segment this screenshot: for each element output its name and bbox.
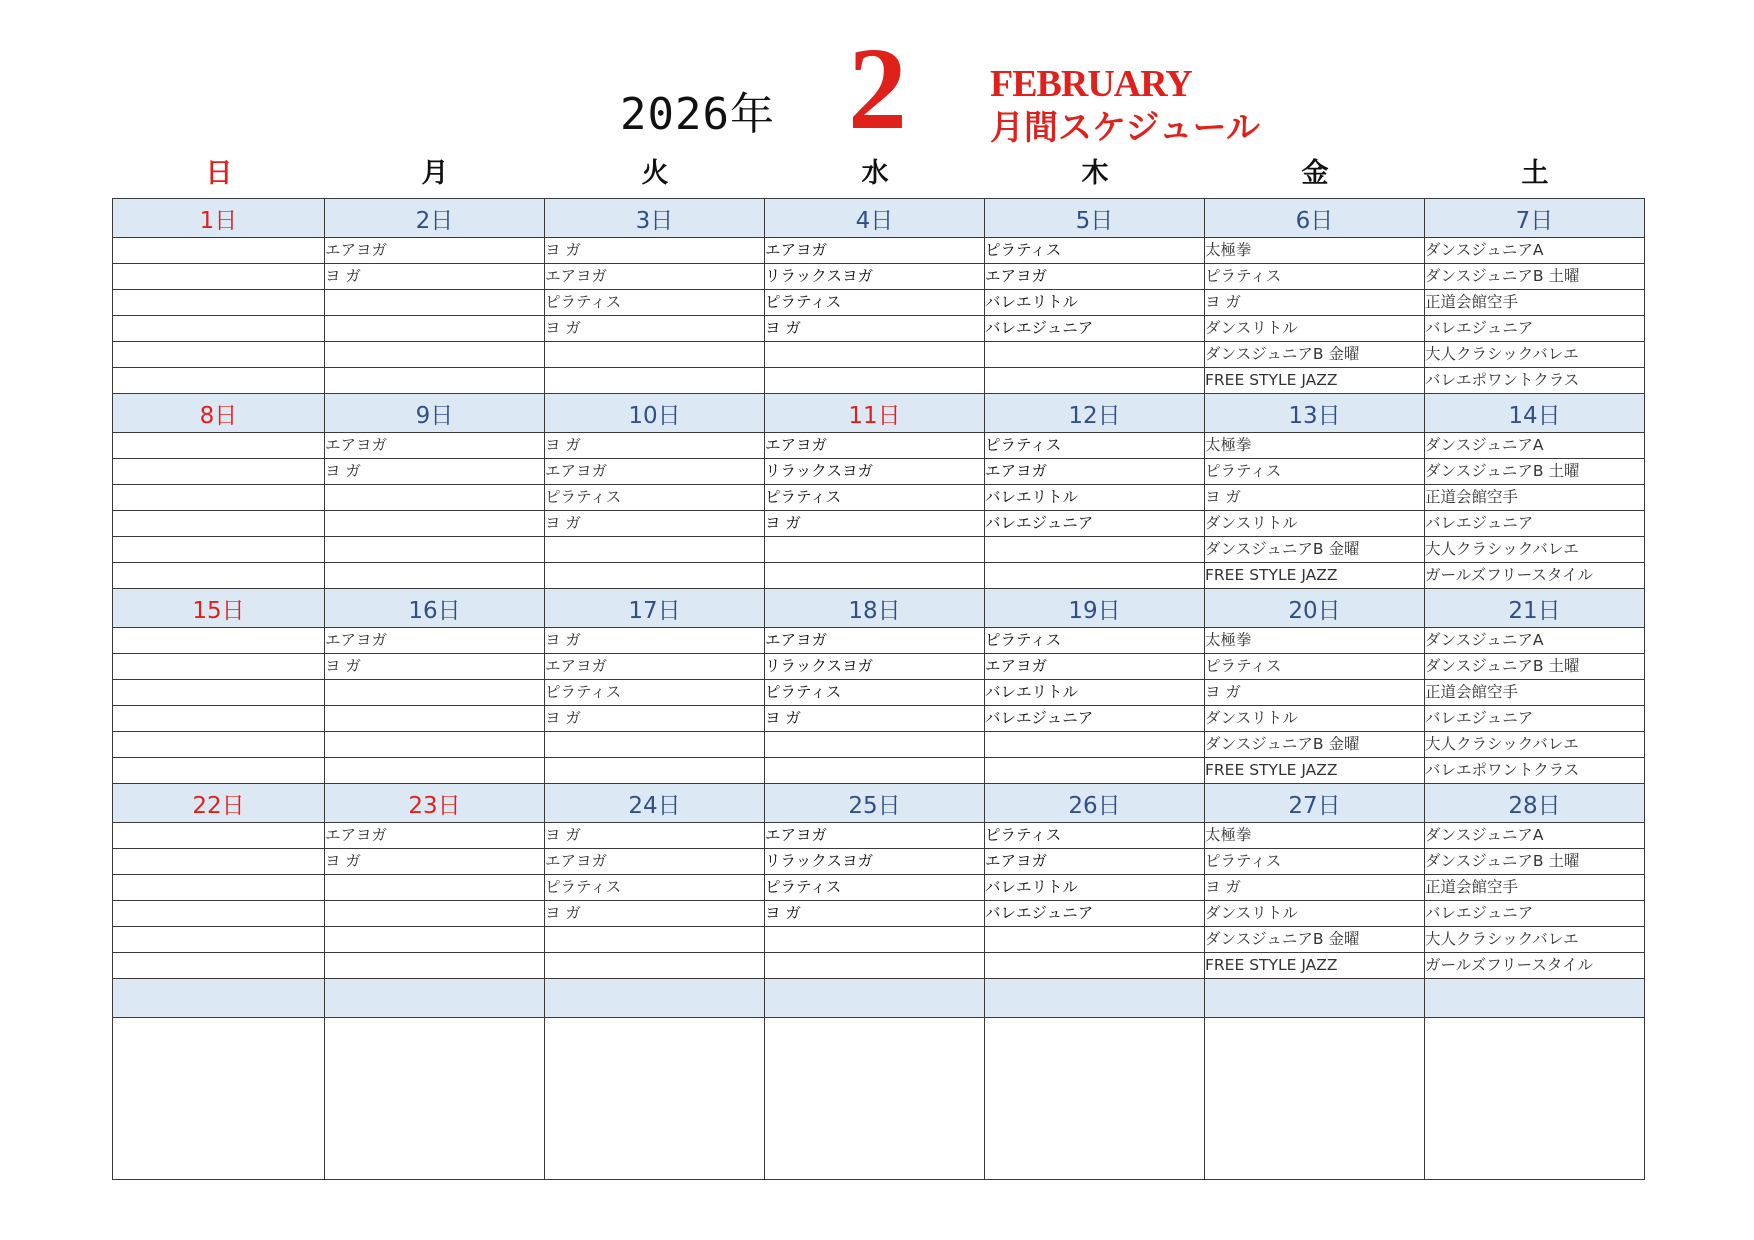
event-cell: ダンスジュニアB 金曜 [1205, 927, 1425, 953]
event-cell [545, 537, 765, 563]
date-cell: 28日 [1425, 784, 1645, 823]
event-cell: ピラティス [765, 875, 985, 901]
event-row [113, 511, 1645, 537]
week-date-row [113, 199, 1645, 238]
event-cell [985, 537, 1205, 563]
event-cell: エアヨガ [985, 849, 1205, 875]
event-cell: ダンスジュニアA [1425, 433, 1645, 459]
date-cell: 14日 [1425, 394, 1645, 433]
event-cell: ヨ ガ [545, 433, 765, 459]
event-row [113, 849, 1645, 875]
event-cell: ヨ ガ [545, 511, 765, 537]
event-cell: ダンスジュニアB 金曜 [1205, 537, 1425, 563]
event-cell [765, 368, 985, 394]
event-cell [113, 459, 325, 485]
event-cell: ガールズフリースタイル [1425, 953, 1645, 979]
weekday-friday: 金 [1301, 158, 1329, 189]
event-cell [113, 537, 325, 563]
event-cell: ピラティス [985, 628, 1205, 654]
date-cell: 11日 [765, 394, 985, 433]
event-cell: エアヨガ [325, 433, 545, 459]
event-cell [113, 927, 325, 953]
date-cell: 9日 [325, 394, 545, 433]
event-cell [113, 849, 325, 875]
event-cell: ヨ ガ [1205, 680, 1425, 706]
event-cell: 大人クラシックバレエ [1425, 537, 1645, 563]
event-cell: 正道会館空手 [1425, 290, 1645, 316]
empty-body-cell [985, 1018, 1205, 1180]
event-cell: バレエジュニア [1425, 706, 1645, 732]
date-cell: 16日 [325, 589, 545, 628]
week-date-row [113, 589, 1645, 628]
weekday-tuesday: 火 [641, 158, 669, 189]
event-cell [325, 290, 545, 316]
weekday-thursday: 木 [1081, 158, 1109, 189]
event-cell: ピラティス [985, 433, 1205, 459]
event-cell: ダンスリトル [1205, 511, 1425, 537]
event-cell: ダンスジュニアB 土曜 [1425, 459, 1645, 485]
empty-body-cell [325, 1018, 545, 1180]
date-cell: 1日 [113, 199, 325, 238]
event-cell: エアヨガ [325, 238, 545, 264]
event-cell: FREE STYLE JAZZ [1205, 368, 1425, 394]
event-cell [985, 563, 1205, 589]
date-cell: 20日 [1205, 589, 1425, 628]
event-cell [113, 342, 325, 368]
event-cell: バレエジュニア [985, 706, 1205, 732]
event-cell [113, 433, 325, 459]
empty-date-cell [113, 979, 325, 1018]
event-cell [325, 927, 545, 953]
event-cell [113, 875, 325, 901]
event-cell: バレエジュニア [1425, 511, 1645, 537]
weekday-sunday: 日 [205, 158, 233, 189]
week-date-row [113, 784, 1645, 823]
event-row [113, 732, 1645, 758]
event-row [113, 654, 1645, 680]
event-cell: ダンスジュニアA [1425, 238, 1645, 264]
event-row [113, 563, 1645, 589]
event-cell: ピラティス [1205, 459, 1425, 485]
event-cell: ダンスジュニアB 金曜 [1205, 342, 1425, 368]
date-cell: 6日 [1205, 199, 1425, 238]
date-cell: 23日 [325, 784, 545, 823]
event-cell [985, 342, 1205, 368]
event-cell [325, 563, 545, 589]
month-number: 2 [848, 23, 907, 154]
event-row [113, 901, 1645, 927]
event-cell [545, 368, 765, 394]
event-cell: ヨ ガ [325, 654, 545, 680]
event-row [113, 953, 1645, 979]
event-cell: ピラティス [545, 875, 765, 901]
event-cell: エアヨガ [765, 628, 985, 654]
event-cell: 正道会館空手 [1425, 680, 1645, 706]
event-row [113, 316, 1645, 342]
event-cell [325, 511, 545, 537]
event-cell [765, 758, 985, 784]
event-cell [545, 758, 765, 784]
event-cell: ダンスリトル [1205, 706, 1425, 732]
event-cell [113, 823, 325, 849]
event-cell [985, 758, 1205, 784]
date-cell: 21日 [1425, 589, 1645, 628]
event-row [113, 537, 1645, 563]
event-row [113, 485, 1645, 511]
event-row [113, 238, 1645, 264]
event-cell: ヨ ガ [765, 706, 985, 732]
date-cell: 7日 [1425, 199, 1645, 238]
event-cell: ヨ ガ [545, 316, 765, 342]
event-cell [325, 875, 545, 901]
event-cell: ピラティス [765, 680, 985, 706]
event-cell: ヨ ガ [545, 823, 765, 849]
event-cell: ヨ ガ [765, 511, 985, 537]
event-cell: ヨ ガ [765, 316, 985, 342]
event-row [113, 927, 1645, 953]
event-cell [113, 706, 325, 732]
empty-body-cell [113, 1018, 325, 1180]
event-row [113, 290, 1645, 316]
event-cell: エアヨガ [325, 823, 545, 849]
event-cell: エアヨガ [545, 849, 765, 875]
event-cell: バレエジュニア [1425, 901, 1645, 927]
event-cell [113, 485, 325, 511]
event-cell: ヨ ガ [545, 238, 765, 264]
event-cell: ダンスジュニアB 土曜 [1425, 654, 1645, 680]
event-cell [325, 901, 545, 927]
event-row [113, 342, 1645, 368]
event-cell: バレエポワントクラス [1425, 368, 1645, 394]
calendar-grid [112, 198, 1645, 1180]
event-cell: 正道会館空手 [1425, 875, 1645, 901]
event-cell: リラックスヨガ [765, 654, 985, 680]
date-cell: 19日 [985, 589, 1205, 628]
date-cell: 3日 [545, 199, 765, 238]
event-cell [325, 953, 545, 979]
event-cell: ヨ ガ [545, 901, 765, 927]
event-cell: FREE STYLE JAZZ [1205, 953, 1425, 979]
event-cell: ヨ ガ [765, 901, 985, 927]
empty-body-cell [1425, 1018, 1645, 1180]
event-cell: ガールズフリースタイル [1425, 563, 1645, 589]
event-cell [113, 901, 325, 927]
event-cell: バレエジュニア [985, 316, 1205, 342]
event-cell [325, 706, 545, 732]
event-cell: ヨ ガ [325, 459, 545, 485]
event-cell [113, 563, 325, 589]
event-cell: ピラティス [545, 290, 765, 316]
event-cell: ピラティス [765, 290, 985, 316]
event-cell: バレエジュニア [1425, 316, 1645, 342]
event-cell: 太極拳 [1205, 823, 1425, 849]
event-cell: エアヨガ [765, 238, 985, 264]
event-row [113, 875, 1645, 901]
week-date-row [113, 394, 1645, 433]
event-cell [765, 342, 985, 368]
event-cell [985, 732, 1205, 758]
event-cell: バレエリトル [985, 680, 1205, 706]
event-cell: ダンスリトル [1205, 316, 1425, 342]
year-label: 2026年 [620, 89, 775, 140]
event-row [113, 680, 1645, 706]
event-cell: 大人クラシックバレエ [1425, 342, 1645, 368]
event-cell [113, 758, 325, 784]
event-row [113, 628, 1645, 654]
event-cell: リラックスヨガ [765, 264, 985, 290]
date-cell: 26日 [985, 784, 1205, 823]
weekday-monday: 月 [421, 158, 449, 189]
event-cell: FREE STYLE JAZZ [1205, 563, 1425, 589]
event-cell [113, 238, 325, 264]
event-cell [113, 290, 325, 316]
event-cell: ダンスジュニアB 土曜 [1425, 849, 1645, 875]
event-cell [325, 680, 545, 706]
event-row [113, 459, 1645, 485]
event-cell: ヨ ガ [1205, 290, 1425, 316]
event-cell [113, 732, 325, 758]
event-cell: エアヨガ [985, 264, 1205, 290]
event-cell [545, 953, 765, 979]
event-cell: ダンスジュニアA [1425, 628, 1645, 654]
empty-date-cell [1425, 979, 1645, 1018]
schedule-subtitle: 月間スケジュール [990, 108, 1260, 148]
event-cell [325, 316, 545, 342]
empty-date-cell [765, 979, 985, 1018]
event-cell: エアヨガ [545, 264, 765, 290]
event-cell: FREE STYLE JAZZ [1205, 758, 1425, 784]
event-cell [545, 927, 765, 953]
event-cell: ピラティス [1205, 264, 1425, 290]
event-cell: エアヨガ [985, 654, 1205, 680]
event-cell [985, 368, 1205, 394]
event-cell: ピラティス [1205, 654, 1425, 680]
event-cell [765, 927, 985, 953]
event-cell [325, 537, 545, 563]
month-english-name: FEBRUARY [990, 63, 1192, 105]
event-cell: エアヨガ [545, 459, 765, 485]
event-cell [325, 732, 545, 758]
event-cell [325, 342, 545, 368]
date-cell: 22日 [113, 784, 325, 823]
event-cell: リラックスヨガ [765, 849, 985, 875]
date-cell: 2日 [325, 199, 545, 238]
event-cell: 大人クラシックバレエ [1425, 732, 1645, 758]
event-cell: ヨ ガ [325, 264, 545, 290]
event-cell: エアヨガ [765, 433, 985, 459]
event-cell [325, 485, 545, 511]
event-cell: エアヨガ [765, 823, 985, 849]
event-cell [545, 342, 765, 368]
event-cell: ヨ ガ [325, 849, 545, 875]
calendar-body [113, 199, 1645, 1180]
date-cell: 27日 [1205, 784, 1425, 823]
event-cell [113, 654, 325, 680]
event-row [113, 264, 1645, 290]
empty-date-cell [325, 979, 545, 1018]
date-cell: 25日 [765, 784, 985, 823]
event-row [113, 433, 1645, 459]
event-cell: バレエリトル [985, 485, 1205, 511]
date-cell: 18日 [765, 589, 985, 628]
event-cell [113, 680, 325, 706]
event-cell: エアヨガ [985, 459, 1205, 485]
empty-date-cell [985, 979, 1205, 1018]
empty-body-cell [1205, 1018, 1425, 1180]
event-cell [765, 732, 985, 758]
event-cell: ピラティス [545, 680, 765, 706]
event-cell: ピラティス [985, 823, 1205, 849]
event-cell: バレエジュニア [985, 511, 1205, 537]
event-cell: ピラティス [985, 238, 1205, 264]
empty-week-body-row [113, 1018, 1645, 1180]
event-cell: 正道会館空手 [1425, 485, 1645, 511]
event-cell: 太極拳 [1205, 628, 1425, 654]
event-row [113, 706, 1645, 732]
event-cell [113, 264, 325, 290]
event-row [113, 368, 1645, 394]
event-cell: エアヨガ [325, 628, 545, 654]
event-cell: ダンスジュニアB 土曜 [1425, 264, 1645, 290]
event-cell: バレエジュニア [985, 901, 1205, 927]
event-cell [113, 953, 325, 979]
event-cell: ピラティス [545, 485, 765, 511]
date-cell: 15日 [113, 589, 325, 628]
event-cell [765, 953, 985, 979]
event-cell [985, 927, 1205, 953]
event-cell [113, 511, 325, 537]
event-cell [545, 732, 765, 758]
event-cell [113, 316, 325, 342]
event-row [113, 823, 1645, 849]
event-cell: ヨ ガ [545, 628, 765, 654]
event-cell: エアヨガ [545, 654, 765, 680]
event-cell: ダンスリトル [1205, 901, 1425, 927]
event-cell [113, 628, 325, 654]
event-cell: バレエリトル [985, 290, 1205, 316]
event-cell [545, 563, 765, 589]
event-cell: ピラティス [765, 485, 985, 511]
event-cell: ダンスジュニアB 金曜 [1205, 732, 1425, 758]
empty-week-date-row [113, 979, 1645, 1018]
event-cell: ヨ ガ [1205, 875, 1425, 901]
event-cell: バレエポワントクラス [1425, 758, 1645, 784]
event-cell [765, 563, 985, 589]
event-row [113, 758, 1645, 784]
page-header [0, 0, 1754, 160]
weekday-wednesday: 水 [861, 158, 889, 189]
event-cell [325, 758, 545, 784]
event-cell: リラックスヨガ [765, 459, 985, 485]
empty-date-cell [1205, 979, 1425, 1018]
event-cell [765, 537, 985, 563]
date-cell: 17日 [545, 589, 765, 628]
event-cell [985, 953, 1205, 979]
weekday-saturday: 土 [1521, 158, 1549, 189]
date-cell: 8日 [113, 394, 325, 433]
event-cell: ヨ ガ [1205, 485, 1425, 511]
date-cell: 12日 [985, 394, 1205, 433]
empty-body-cell [765, 1018, 985, 1180]
event-cell [325, 368, 545, 394]
event-cell: ヨ ガ [545, 706, 765, 732]
date-cell: 13日 [1205, 394, 1425, 433]
empty-body-cell [545, 1018, 765, 1180]
empty-date-cell [545, 979, 765, 1018]
date-cell: 10日 [545, 394, 765, 433]
event-cell: ピラティス [1205, 849, 1425, 875]
event-cell: 太極拳 [1205, 433, 1425, 459]
event-cell: 太極拳 [1205, 238, 1425, 264]
date-cell: 5日 [985, 199, 1205, 238]
event-cell: ダンスジュニアA [1425, 823, 1645, 849]
event-cell [113, 368, 325, 394]
event-cell: 大人クラシックバレエ [1425, 927, 1645, 953]
date-cell: 24日 [545, 784, 765, 823]
date-cell: 4日 [765, 199, 985, 238]
event-cell: バレエリトル [985, 875, 1205, 901]
